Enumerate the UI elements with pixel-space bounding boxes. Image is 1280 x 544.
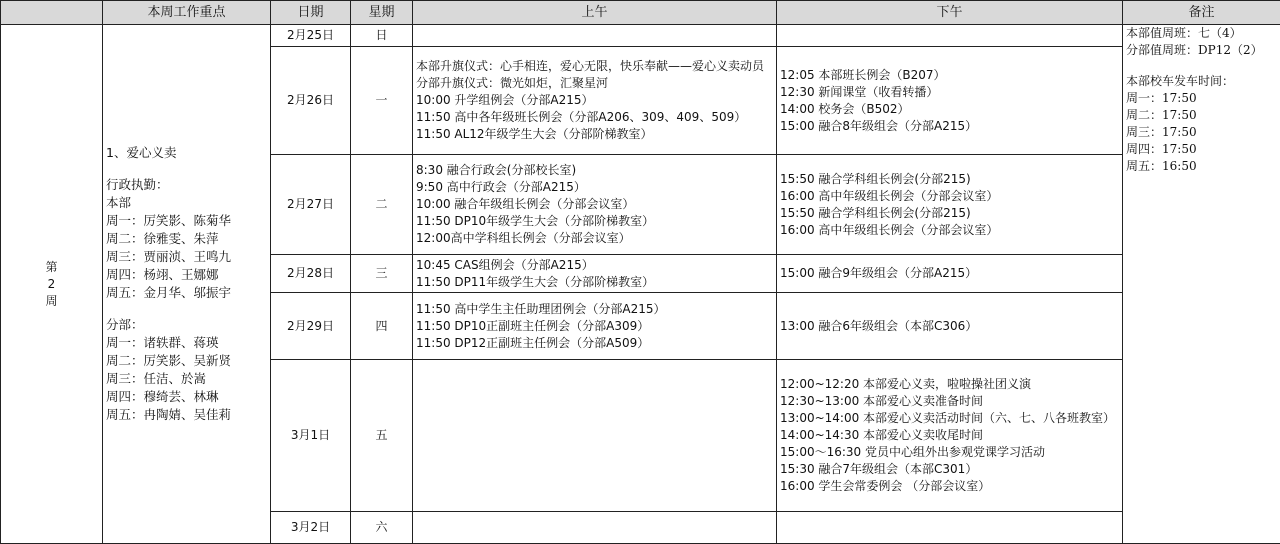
am-cell bbox=[413, 359, 777, 511]
weekday-cell: 三 bbox=[351, 255, 413, 293]
event-item: 11:50 DP10年级学生大会（分部阶梯教室） bbox=[416, 214, 655, 229]
event-item: 13:00 融合6年级组会（本部C306） bbox=[780, 318, 978, 333]
pm-cell bbox=[777, 359, 1123, 511]
event-item: 14:00~14:30 本部爱心义卖收尾时间 bbox=[780, 427, 984, 442]
main-duty-item: 周四：杨翊、王娜娜 bbox=[106, 267, 219, 283]
header-date: 日期 bbox=[271, 1, 351, 25]
bus-time-item: 周五：16:50 bbox=[1126, 159, 1197, 174]
event-item: 12:30 新闻课堂（收看转播） bbox=[780, 84, 939, 99]
date-cell: 2月25日 bbox=[271, 25, 351, 47]
event-item: 15:50 融合学科组长例会(分部215) bbox=[780, 205, 971, 220]
week-label-cell bbox=[1, 25, 103, 544]
date-cell: 3月2日 bbox=[271, 511, 351, 543]
event-item: 11:50 DP10正副班主任例会（分部A309） bbox=[416, 318, 650, 333]
weekday-cell: 六 bbox=[351, 511, 413, 543]
event-item: 13:00~14:00 本部爱心义卖活动时间（六、七、八各班教室） bbox=[780, 410, 1116, 425]
header-week bbox=[1, 1, 103, 25]
bus-schedule-title: 本部校车发车时间： bbox=[1126, 74, 1235, 89]
bus-time-item: 周一：17:50 bbox=[1126, 91, 1197, 106]
event-item: 16:00 高中年级组长例会（分部会议室） bbox=[780, 222, 999, 237]
main-duty-item: 周三：贾丽浈、王鸣九 bbox=[106, 249, 232, 265]
bus-time-item: 周三：17:50 bbox=[1126, 125, 1197, 140]
am-cell bbox=[413, 255, 777, 293]
event-item: 15:00 融合8年级组会（分部A215） bbox=[780, 118, 978, 133]
date-cell: 2月28日 bbox=[271, 255, 351, 293]
branch-duty-item: 周二：厉笑影、吴新贤 bbox=[106, 353, 232, 369]
event-item: 14:00 校务会（B502） bbox=[780, 101, 910, 116]
event-item: 11:50 高中学生主任助理团例会（分部A215） bbox=[416, 301, 666, 316]
pm-cell bbox=[777, 155, 1123, 255]
event-item: 本部升旗仪式：心手相连，爱心无限，快乐奉献——爱心义卖动员 bbox=[416, 59, 765, 74]
event-item: 12:05 本部班长例会（B207） bbox=[780, 67, 946, 82]
event-item: 10:45 CAS组例会（分部A215） bbox=[416, 257, 594, 272]
header-pm: 下午 bbox=[777, 1, 1123, 25]
main-duty-item: 周一：厉笑影、陈菊华 bbox=[106, 213, 232, 229]
bus-time-item: 周二：17:50 bbox=[1126, 108, 1197, 123]
date-cell: 2月27日 bbox=[271, 155, 351, 255]
date-cell: 2月29日 bbox=[271, 293, 351, 359]
header-notes: 备注 bbox=[1123, 1, 1280, 25]
am-cell bbox=[413, 47, 777, 155]
event-item: 11:50 AL12年级学生大会（分部阶梯教室） bbox=[416, 127, 653, 142]
event-item: 10:00 融合年级组长例会（分部会议室） bbox=[416, 197, 635, 212]
header-weekday: 星期 bbox=[351, 1, 413, 25]
branch-campus-title: 分部： bbox=[106, 317, 144, 333]
am-cell bbox=[413, 511, 777, 543]
admin-duty-title: 行政执勤： bbox=[106, 177, 169, 193]
event-item: 分部升旗仪式：微光如炬，汇聚星河 bbox=[416, 76, 609, 91]
header-focus: 本周工作重点 bbox=[103, 1, 271, 25]
pm-cell bbox=[777, 511, 1123, 543]
event-item: 15:30 融合7年级组会（本部C301） bbox=[780, 461, 978, 476]
main-duty-item: 周二：徐雅雯、朱萍 bbox=[106, 231, 219, 247]
event-item: 15:00 融合9年级组会（分部A215） bbox=[780, 266, 978, 281]
event-item: 11:50 DP11年级学生大会（分部阶梯教室） bbox=[416, 274, 655, 289]
am-cell bbox=[413, 293, 777, 359]
main-campus-title: 本部 bbox=[106, 195, 132, 211]
event-item: 16:00 高中年级组长例会（分部会议室） bbox=[780, 188, 999, 203]
event-item: 9:50 高中行政会（分部A215） bbox=[416, 180, 586, 195]
am-cell bbox=[413, 155, 777, 255]
weekday-cell: 五 bbox=[351, 359, 413, 511]
event-item: 12:30~13:00 本部爱心义卖准备时间 bbox=[780, 393, 984, 408]
duty-class-note: 分部值周班：DP12（2） bbox=[1126, 43, 1263, 58]
focus-cell bbox=[103, 25, 271, 544]
event-item: 11:50 DP12正副班主任例会（分部A509） bbox=[416, 335, 650, 350]
pm-cell bbox=[777, 47, 1123, 155]
weekday-cell: 四 bbox=[351, 293, 413, 359]
event-item: 10:00 升学组例会（分部A215） bbox=[416, 93, 594, 108]
pm-cell bbox=[777, 255, 1123, 293]
weekday-cell: 日 bbox=[351, 25, 413, 47]
week-label-prefix: 第 bbox=[45, 259, 58, 274]
table-row bbox=[1, 25, 1280, 47]
week-label-suffix: 周 bbox=[45, 293, 58, 308]
pm-cell bbox=[777, 25, 1123, 47]
branch-duty-item: 周四：穆绮芸、林琳 bbox=[106, 389, 219, 405]
duty-class-note: 本部值周班：七（4） bbox=[1126, 26, 1242, 41]
event-item: 8:30 融合行政会(分部校长室) bbox=[416, 163, 577, 178]
focus-item: 1、爱心义卖 bbox=[106, 145, 177, 161]
week-label-number: 2 bbox=[47, 276, 56, 291]
branch-duty-item: 周一：诸轶群、蒋瑛 bbox=[106, 335, 219, 351]
pm-cell bbox=[777, 293, 1123, 359]
weekday-cell: 一 bbox=[351, 47, 413, 155]
event-item: 16:00 学生会常委例会 （分部会议室） bbox=[780, 478, 991, 493]
event-item: 12:00~12:20 本部爱心义卖，啦啦操社团义演 bbox=[780, 376, 1032, 391]
main-duty-item: 周五：金月华、邬振宇 bbox=[106, 285, 232, 301]
branch-duty-item: 周三：任洁、於嵩 bbox=[106, 371, 207, 387]
header-am: 上午 bbox=[413, 1, 777, 25]
notes-cell bbox=[1123, 25, 1280, 544]
header-row bbox=[1, 1, 1280, 25]
am-cell bbox=[413, 25, 777, 47]
date-cell: 2月26日 bbox=[271, 47, 351, 155]
event-item: 11:50 高中各年级班长例会（分部A206、309、409、509） bbox=[416, 110, 747, 125]
event-item: 15:50 融合学科组长例会(分部215) bbox=[780, 171, 971, 186]
branch-duty-item: 周五：冉陶婧、吴佳莉 bbox=[106, 407, 232, 423]
weekday-cell: 二 bbox=[351, 155, 413, 255]
event-item: 12:00高中学科组长例会（分部会议室） bbox=[416, 231, 631, 246]
date-cell: 3月1日 bbox=[271, 359, 351, 511]
bus-time-item: 周四：17:50 bbox=[1126, 142, 1197, 157]
event-item: 15:00～16:30 党员中心组外出参观党课学习活动 bbox=[780, 444, 1045, 459]
